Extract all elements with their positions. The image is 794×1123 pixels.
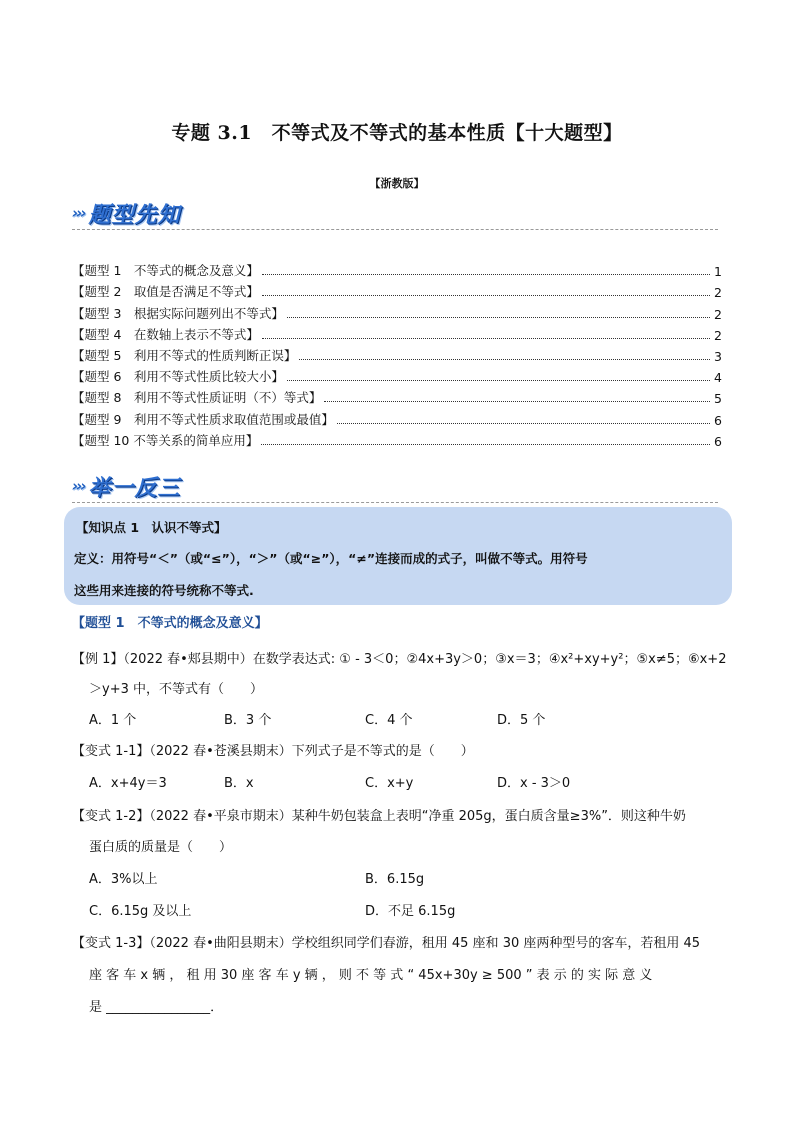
toc-item[interactable]: 【题型 8 利用不等式性质证明（不）等式】 5 [72, 390, 722, 407]
option-a[interactable]: A．x+4y＝3 [89, 776, 167, 791]
option-c[interactable]: C．x+y [365, 776, 414, 791]
banner-title: 举一反三 [88, 475, 181, 501]
option-b[interactable]: B．6.15g [365, 872, 425, 887]
example-1-text: 【例 1】（2022 春•郏县期中）在数学表达式: ① - 3＜0；②4x+3y＞0；③x＝3；④x²+xy+y²；⑤x≠5；⑥x+2 [72, 652, 727, 667]
toc-item[interactable]: 【题型 9 利用不等式性质求取值范围或最值】 6 [72, 411, 722, 428]
banner-practice [72, 469, 181, 503]
toc-item[interactable]: 【题型 10 不等关系的简单应用】 6 [72, 432, 722, 449]
variant-1-2-text: 【变式 1-2】（2022 春•平泉市期末）某种牛奶包装盒上表明“净重 205g，蛋白质含量≥3%”．则这种牛奶 [72, 809, 686, 824]
option-a[interactable]: A．1 个 [89, 713, 137, 728]
option-d[interactable]: D．不足 6.15g [365, 904, 456, 919]
toc-item[interactable]: 【题型 5 利用不等式的性质判断正误】 3 [72, 347, 722, 364]
toc-item[interactable]: 【题型 1 不等式的概念及意义】 1 [72, 263, 722, 280]
variant-1-2-text-cont: 蛋白质的质量是（ ） [89, 840, 233, 855]
knowledge-point-box [64, 507, 732, 605]
divider [72, 229, 718, 230]
page-title: 专题 3.1 不等式及不等式的基本性质【十大题型】 [171, 122, 623, 144]
edition-label: 【浙教版】 [369, 177, 425, 190]
example-1-text-cont: ＞y+3 中，不等式有（ ） [89, 682, 263, 697]
banner-title: 题型先知 [88, 202, 181, 228]
triple-arrow-icon: ››› [72, 204, 85, 222]
table-of-contents [72, 258, 722, 449]
option-d[interactable]: D．x - 3＞0 [497, 776, 571, 791]
option-d[interactable]: D．5 个 [497, 713, 546, 728]
variant-1-1-text: 【变式 1-1】（2022 春•苍溪县期末）下列式子是不等式的是（ ） [72, 744, 474, 759]
toc-item[interactable]: 【题型 4 在数轴上表示不等式】 2 [72, 326, 722, 343]
option-b[interactable]: B．x [224, 776, 254, 791]
banner-question-types [72, 196, 181, 230]
option-b[interactable]: B．3 个 [224, 713, 272, 728]
variant-1-3-text: 【变式 1-3】（2022 春•曲阳县期末）学校组织同学们春游，租用 45 座和 30 座两种型号的客车，若租用 45 [72, 936, 701, 951]
toc-item[interactable]: 【题型 6 利用不等式性质比较大小】 4 [72, 369, 722, 386]
option-c[interactable]: C．4 个 [365, 713, 413, 728]
triple-arrow-icon: ››› [72, 477, 85, 495]
section-heading: 【题型 1 不等式的概念及意义】 [72, 616, 268, 631]
variant-1-3-text-cont: 座 客 车 x 辆 ， 租 用 30 座 客 车 y 辆 ， 则 不 等 式 “ 45x+30y ≥ 500 ” 表 示 的 实 际 意 义 [89, 968, 653, 983]
answer-blank[interactable]: 是 ________________． [89, 1000, 224, 1015]
toc-item[interactable]: 【题型 3 根据实际问题列出不等式】 2 [72, 305, 722, 322]
knowledge-definition: 定义：用符号“＜”（或“≤”），“＞”（或“≥”），“≠”连接而成的式子，叫做不等式。用符号 [74, 551, 588, 566]
option-c[interactable]: C．6.15g 及以上 [89, 904, 192, 919]
option-a[interactable]: A．3%以上 [89, 872, 158, 887]
divider [72, 502, 718, 503]
knowledge-definition-cont: 这些用来连接的符号统称不等式. [74, 583, 254, 598]
toc-item[interactable]: 【题型 2 取值是否满足不等式】 2 [72, 284, 722, 301]
knowledge-heading: 【知识点 1 认识不等式】 [76, 520, 227, 535]
